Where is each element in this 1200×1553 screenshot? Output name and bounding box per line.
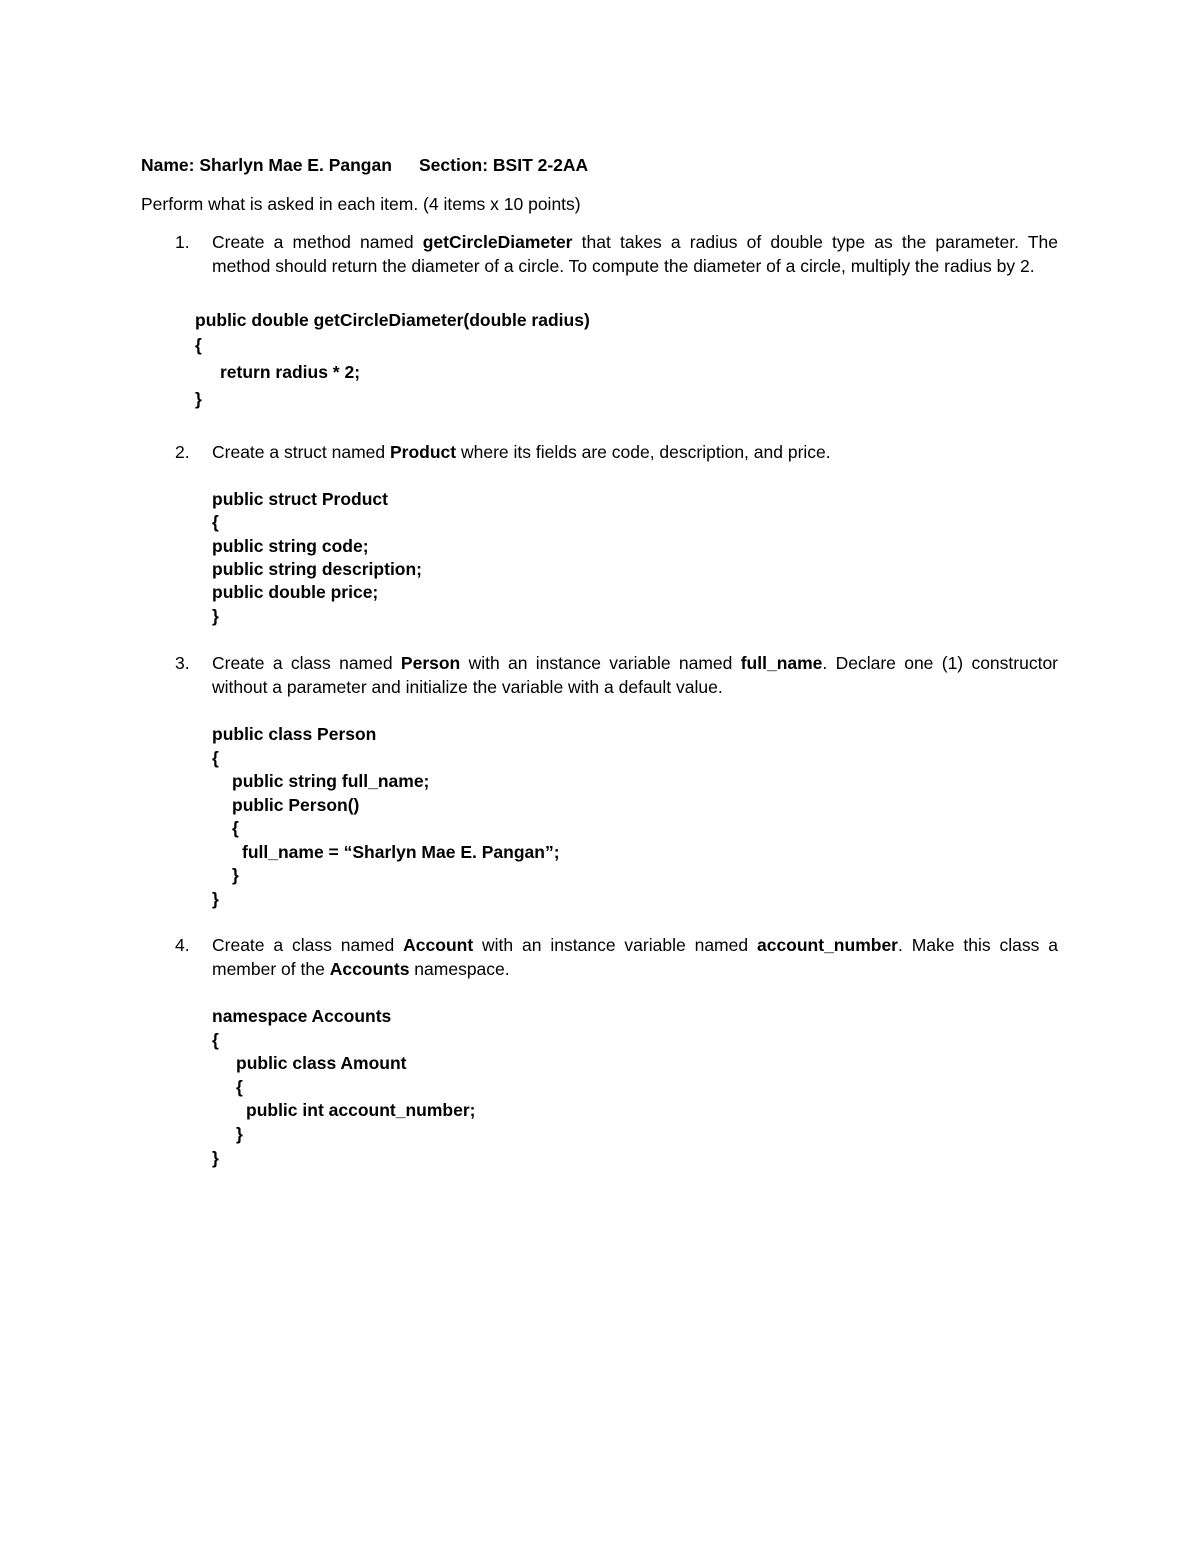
item-4-text-line-1 xyxy=(212,933,1058,957)
text-segment: member of the xyxy=(212,959,330,979)
class-name: Account xyxy=(403,935,474,955)
code-line: public Person() xyxy=(232,795,360,815)
text-segment: Create a class named xyxy=(212,653,401,673)
code-line: public string code; xyxy=(212,536,369,556)
code-line: public int account_number; xyxy=(246,1100,476,1120)
class-name: Person xyxy=(400,653,461,673)
text-segment: that takes a radius of double type as the parameter. The xyxy=(572,232,1058,252)
item-number: 1. xyxy=(175,232,190,252)
instructions: Perform what is asked in each item. (4 items x 10 points) xyxy=(141,194,581,214)
code-line: { xyxy=(236,1077,243,1097)
code-line: public double price; xyxy=(212,582,379,602)
text-segment: with an instance variable named xyxy=(473,935,757,955)
variable-name: account_number xyxy=(756,935,898,955)
text-segment: Create a method named xyxy=(212,232,423,252)
code-line: { xyxy=(212,748,219,768)
item-4-text-line-2 xyxy=(212,957,510,981)
item-3-text-line-1 xyxy=(212,651,1058,675)
item-2-text-line-1 xyxy=(212,440,831,464)
text-segment: namespace. xyxy=(409,959,510,979)
code-line: return radius * 2; xyxy=(220,362,361,382)
student-section: Section: BSIT 2-2AA xyxy=(419,155,589,175)
code-line: public class Amount xyxy=(236,1053,407,1073)
student-name: Name: Sharlyn Mae E. Pangan xyxy=(141,155,392,175)
code-line: public double getCircleDiameter(double radius) xyxy=(195,310,590,330)
code-line: { xyxy=(232,818,239,838)
code-line: } xyxy=(212,606,219,626)
item-3-text-line-2: without a parameter and initialize the variable with a default value. xyxy=(212,677,723,697)
text-segment: . Declare one (1) constructor xyxy=(822,653,1059,673)
item-1-text-line-1 xyxy=(212,230,1058,254)
text-segment: where its fields are code, description, and price. xyxy=(456,442,831,462)
code-line: { xyxy=(212,1030,219,1050)
text-segment: . Make this class a xyxy=(897,935,1058,955)
item-number: 4. xyxy=(175,935,190,955)
code-line: public string description; xyxy=(212,559,423,579)
code-line: } xyxy=(195,389,202,409)
code-line: { xyxy=(212,512,219,532)
text-segment: Create a struct named xyxy=(212,442,390,462)
code-line: } xyxy=(212,1148,219,1168)
method-name: getCircleDiameter xyxy=(422,232,573,252)
variable-name: full_name xyxy=(740,653,823,673)
item-number: 2. xyxy=(175,442,190,462)
code-line: public struct Product xyxy=(212,489,388,509)
code-line: public class Person xyxy=(212,724,377,744)
struct-name: Product xyxy=(390,442,457,462)
code-line: } xyxy=(232,865,239,885)
namespace-name: Accounts xyxy=(329,959,410,979)
code-line: full_name = “Sharlyn Mae E. Pangan”; xyxy=(242,842,560,862)
code-line: namespace Accounts xyxy=(212,1006,392,1026)
code-line: } xyxy=(236,1124,243,1144)
code-line: { xyxy=(195,335,202,355)
code-line: } xyxy=(212,889,219,909)
item-number: 3. xyxy=(175,653,190,673)
text-segment: with an instance variable named xyxy=(460,653,741,673)
text-segment: Create a class named xyxy=(212,935,404,955)
code-line: public string full_name; xyxy=(232,771,430,791)
item-1-text-line-2: method should return the diameter of a circle. To compute the diameter of a circle, multiply the radius by 2. xyxy=(212,256,1035,276)
